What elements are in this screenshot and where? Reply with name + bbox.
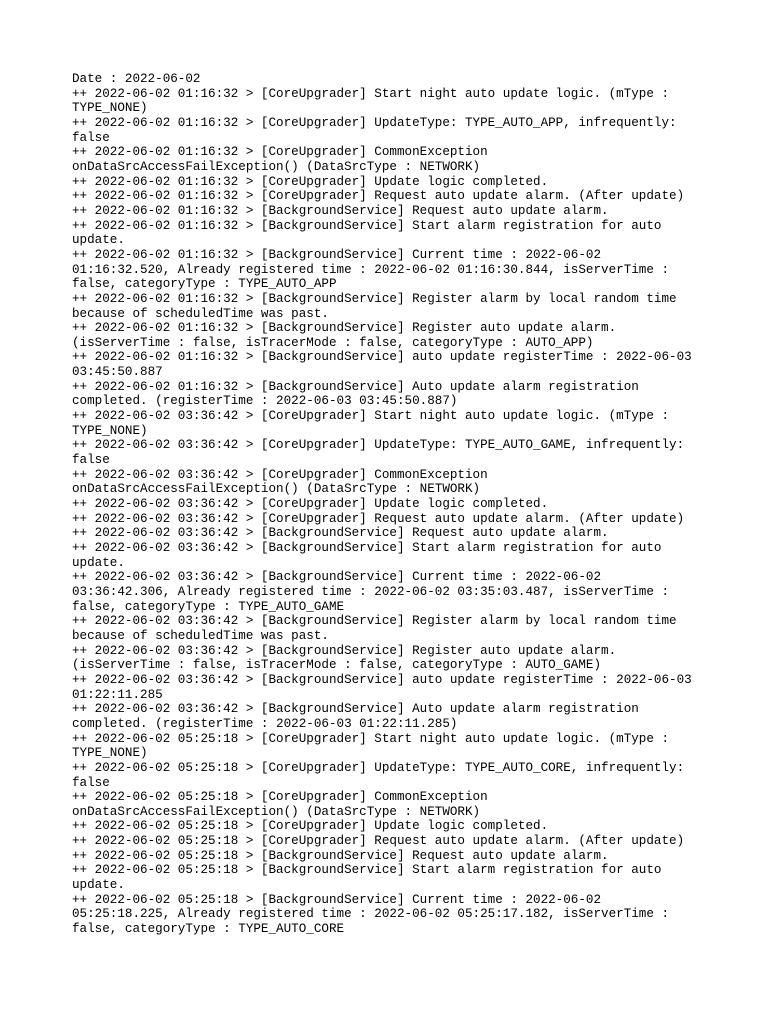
log-line: ++ 2022-06-02 01:16:32 > [BackgroundService] Request auto update alarm. — [72, 203, 609, 218]
log-line: ++ 2022-06-02 03:36:42 > [CoreUpgrader] UpdateType: TYPE_AUTO_GAME, infrequently: — [72, 438, 685, 453]
log-line: ++ 2022-06-02 01:16:32 > [CoreUpgrader] CommonException — [72, 145, 488, 160]
log-line: because of scheduledTime was past. — [72, 628, 329, 643]
log-line: ++ 2022-06-02 05:25:18 > [CoreUpgrader] UpdateType: TYPE_AUTO_CORE, infrequently: — [72, 760, 685, 775]
log-line: false — [72, 775, 110, 790]
log-line: false — [72, 453, 110, 468]
log-line: ++ 2022-06-02 03:36:42 > [BackgroundService] Start alarm registration for auto — [72, 541, 662, 555]
log-line: ++ 2022-06-02 01:16:32 > [BackgroundService] Auto update alarm registration — [72, 379, 639, 394]
log-line: 01:16:32.520, Already registered time : 2022-06-02 01:16:30.844, isServerTime : — [72, 262, 670, 277]
log-line: update. — [72, 878, 125, 893]
log-line: 03:36:42.306, Already registered time : 2022-06-02 03:35:03.487, isServerTime : — [72, 584, 670, 599]
log-line: ++ 2022-06-02 01:16:32 > [CoreUpgrader] Start night auto update logic. (mType : — [72, 86, 670, 101]
log-line: onDataSrcAccessFailException() (DataSrcType : NETWORK) — [72, 159, 481, 174]
log-line: update. — [72, 233, 125, 248]
log-line: TYPE_NONE) — [72, 423, 148, 438]
log-line: ++ 2022-06-02 03:36:42 > [BackgroundService] Request auto update alarm. — [72, 526, 609, 541]
log-line: false — [72, 130, 110, 145]
log-line: ++ 2022-06-02 01:16:32 > [BackgroundService] auto update registerTime : 2022-06-03 — [72, 350, 692, 365]
log-line: ++ 2022-06-02 05:25:18 > [CoreUpgrader] Update logic completed. — [72, 819, 549, 834]
log-line: ++ 2022-06-02 03:36:42 > [CoreUpgrader] CommonException — [72, 467, 488, 482]
log-line: ++ 2022-06-02 05:25:18 > [CoreUpgrader] CommonException — [72, 790, 488, 805]
log-line: TYPE_NONE) — [72, 746, 148, 761]
log-line: ++ 2022-06-02 03:36:42 > [BackgroundService] Register alarm by local random time — [72, 614, 677, 629]
log-line: ++ 2022-06-02 01:16:32 > [CoreUpgrader] Update logic completed. — [72, 174, 549, 189]
log-line: ++ 2022-06-02 03:36:42 > [CoreUpgrader] Start night auto update logic. (mType : — [72, 409, 670, 424]
log-line: ++ 2022-06-02 01:16:32 > [BackgroundService] Register auto update alarm. — [72, 321, 617, 336]
log-line: 01:22:11.285 — [72, 687, 163, 702]
log-line: ++ 2022-06-02 05:25:18 > [BackgroundService] Current time : 2022-06-02 — [72, 892, 602, 907]
log-line: onDataSrcAccessFailException() (DataSrcType : NETWORK) — [72, 804, 481, 819]
log-line: (isServerTime : false, isTracerMode : false, categoryType : AUTO_APP) — [72, 335, 594, 350]
log-line: false, categoryType : TYPE_AUTO_APP — [72, 277, 337, 292]
log-line: 05:25:18.225, Already registered time : 2022-06-02 05:25:17.182, isServerTime : — [72, 907, 670, 922]
log-line: onDataSrcAccessFailException() (DataSrcType : NETWORK) — [72, 482, 481, 497]
log-line: ++ 2022-06-02 01:16:32 > [CoreUpgrader] Request auto update alarm. (After update) — [72, 189, 685, 204]
log-line: ++ 2022-06-02 05:25:18 > [CoreUpgrader] Start night auto update logic. (mType : — [72, 731, 670, 746]
log-line: ++ 2022-06-02 01:16:32 > [BackgroundService] Start alarm registration for auto — [72, 218, 662, 233]
log-line: completed. (registerTime : 2022-06-03 01:22:11.285) — [72, 716, 458, 731]
log-line: ++ 2022-06-02 05:25:18 > [CoreUpgrader] Request auto update alarm. (After update) — [72, 834, 685, 849]
log-line: ++ 2022-06-02 03:36:42 > [CoreUpgrader] Request auto update alarm. (After update) — [72, 511, 685, 526]
log-line: (isServerTime : false, isTracerMode : false, categoryType : AUTO_GAME) — [72, 658, 602, 673]
log-line: ++ 2022-06-02 03:36:42 > [BackgroundService] Register auto update alarm. — [72, 643, 617, 658]
log-line: TYPE_NONE) — [72, 101, 148, 116]
log-line: ++ 2022-06-02 03:36:42 > [CoreUpgrader] Update logic completed. — [72, 497, 549, 512]
log-line: false, categoryType : TYPE_AUTO_CORE — [72, 922, 345, 937]
log-document — [72, 72, 702, 937]
log-line: ++ 2022-06-02 01:16:32 > [CoreUpgrader] UpdateType: TYPE_AUTO_APP, infrequently: — [72, 115, 677, 130]
log-line: 03:45:50.887 — [72, 365, 163, 380]
log-line: ++ 2022-06-02 01:16:32 > [BackgroundService] Register alarm by local random time — [72, 291, 677, 306]
log-line: ++ 2022-06-02 03:36:42 > [BackgroundService] Current time : 2022-06-02 — [72, 570, 602, 585]
log-line: ++ 2022-06-02 01:16:32 > [BackgroundService] Current time : 2022-06-02 — [72, 247, 602, 262]
log-line: because of scheduledTime was past. — [72, 306, 329, 321]
log-line: ++ 2022-06-02 05:25:18 > [BackgroundService] Request auto update alarm. — [72, 848, 609, 863]
log-line: update. — [72, 555, 125, 570]
log-line: ++ 2022-06-02 05:25:18 > [BackgroundService] Start alarm registration for auto — [72, 863, 662, 878]
log-line: ++ 2022-06-02 03:36:42 > [BackgroundService] auto update registerTime : 2022-06-03 — [72, 672, 692, 687]
log-line: false, categoryType : TYPE_AUTO_GAME — [72, 599, 345, 614]
log-line: ++ 2022-06-02 03:36:42 > [BackgroundService] Auto update alarm registration — [72, 702, 639, 717]
log-line: Date : 2022-06-02 — [72, 72, 201, 86]
log-line: completed. (registerTime : 2022-06-03 03:45:50.887) — [72, 394, 458, 409]
